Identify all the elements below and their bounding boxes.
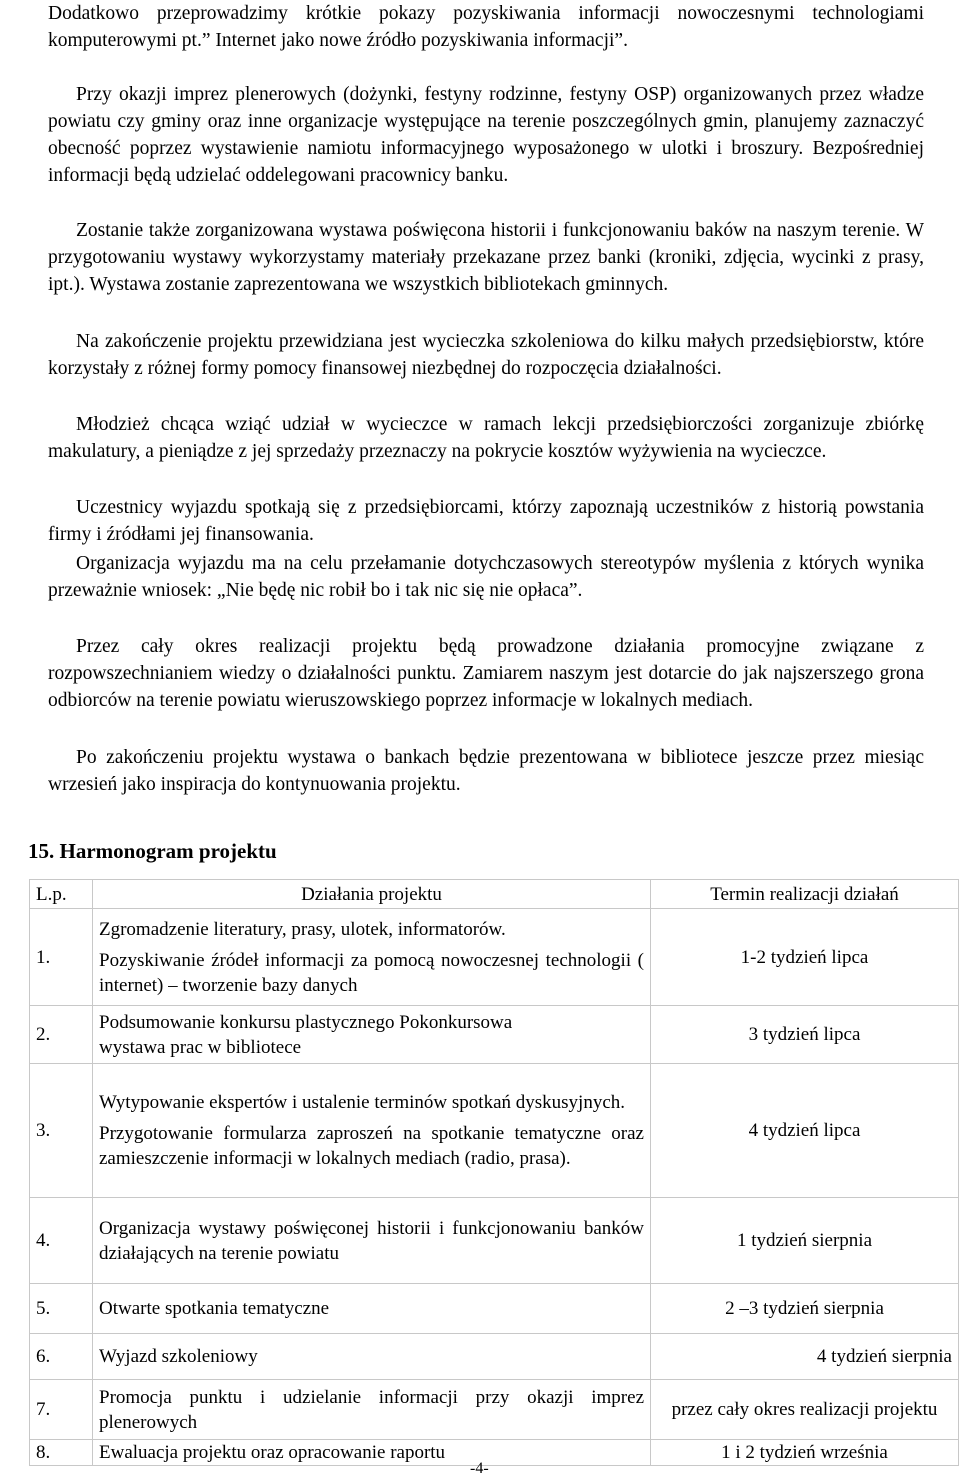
row-number: 6. xyxy=(30,1334,93,1380)
table-row xyxy=(30,1198,959,1284)
schedule-table xyxy=(29,879,959,1466)
row-number: 5. xyxy=(30,1284,93,1334)
row-term: 4 tydzień lipca xyxy=(651,1064,959,1198)
action-item: Ewaluacja projektu oraz opracowanie raportu xyxy=(99,1442,446,1463)
paragraph-participants: Uczestnicy wyjazdu spotkają się z przedsiębiorcami, którzy zapoznają uczestników z historią powstania firmy i źródłami jej finansowania. xyxy=(48,497,924,545)
paragraph-trip: Na zakończenie projektu przewidziana jest wycieczka szkoleniowa do kilku małych przedsiębiorstw, które korzystały z różnej formy pomocy finansowej niezbędnej do rozpoczęcia działalności. xyxy=(48,331,924,379)
header-actions: Działania projektu xyxy=(93,880,651,909)
action-item: Promocja punktu i udzielanie informacji przy okazji imprez plenerowych xyxy=(99,1386,644,1433)
paragraph-youth: Młodzież chcąca wziąć udział w wycieczce w ramach lekcji przedsiębiorczości zorganizuje zbiórkę makulatury, a pieniądze z jej sprzedaży przeznaczy na pokrycie kosztów wyżywienia na wycieczce. xyxy=(48,414,924,462)
paragraph-stereotypes: Organizacja wyjazdu ma na celu przełamanie dotychczasowych stereotypów myślenia z których wynika przeważnie wniosek: „Nie będę nic robił bo i tak nic się nie opłaca”. xyxy=(48,553,924,601)
row-actions xyxy=(93,1284,651,1334)
table-row xyxy=(30,1006,959,1064)
paragraph-outdoor-events: Przy okazji imprez plenerowych (dożynki, festyny rodzinne, festyny OSP) organizowanych przez władze powiatu czy gminy oraz inne organizacje występujące na terenie poszczególnych gmin, planujemy zaznaczyć obecność poprzez wystawienie namiotu informacyjnego wyposażonego w ulotki i broszury. Bezpośredniej informacji będą udzielać oddelegowani pracownicy banku. xyxy=(48,84,924,186)
header-term: Termin realizacji działań xyxy=(651,880,959,909)
paragraph-exhibition: Zostanie także zorganizowana wystawa poświęcona historii i funkcjonowaniu baków na naszym terenie. W przygotowaniu wystawy wykorzystamy materiały przekazane przez banki (kroniki, zdjęcia, wycinki z prasy, ipt.). Wystawa zostanie zaprezentowana we wszystkich bibliotekach gminnych. xyxy=(48,220,924,295)
row-term: 3 tydzień lipca xyxy=(651,1006,959,1064)
table-header-row xyxy=(30,880,959,909)
table-row xyxy=(30,1334,959,1380)
page-number: -4- xyxy=(470,1460,489,1477)
row-actions xyxy=(93,1006,651,1064)
section-title: 15. Harmonogram projektu xyxy=(28,839,277,863)
row-number: 1. xyxy=(30,909,93,1006)
row-actions xyxy=(93,1380,651,1440)
paragraph-demonstrations: Dodatkowo przeprowadzimy krótkie pokazy pozyskiwania informacji nowoczesnymi technologiami komputerowymi pt.” Internet jako nowe źródło pozyskiwania informacji”. xyxy=(48,3,924,51)
action-item: Otwarte spotkania tematyczne xyxy=(99,1298,330,1319)
table-row xyxy=(30,909,959,1006)
row-actions xyxy=(93,1440,651,1466)
paragraph-after-project: Po zakończeniu projektu wystawa o bankach będzie prezentowana w bibliotece jeszcze przez miesiąc wrzesień jako inspiracja do kontynuowania projektu. xyxy=(48,747,924,795)
row-number: 4. xyxy=(30,1198,93,1284)
row-actions xyxy=(93,1198,651,1284)
action-item: Przygotowanie formularza zaproszeń na spotkanie tematyczne oraz zamieszczenie informacji w lokalnych mediach (radio, prasa). xyxy=(99,1123,644,1169)
action-item: Organizacja wystawy poświęconej historii i funkcjonowaniu banków działających na terenie powiatu xyxy=(99,1217,644,1264)
row-term: 1 i 2 tydzień września xyxy=(651,1440,959,1466)
row-term: 1-2 tydzień lipca xyxy=(651,909,959,1006)
paragraph-promotion: Przez cały okres realizacji projektu będą prowadzone działania promocyjne związane z rozpowszechnianiem wiedzy o działalności punktu. Zamiarem naszym jest dotarcie do jak najszerszego grona odbiorców na terenie powiatu wieruszowskiego poprzez informacje w lokalnych mediach. xyxy=(48,636,924,711)
table-row xyxy=(30,1064,959,1198)
action-item: Pozyskiwanie źródeł informacji za pomocą nowoczesnej technologii ( internet) – tworzenie bazy danych xyxy=(99,949,644,996)
row-term: 2 –3 tydzień sierpnia xyxy=(651,1284,959,1334)
action-item: Podsumowanie konkursu plastycznego Pokonkursowa wystawa prac w bibliotece xyxy=(99,1011,513,1058)
row-number: 2. xyxy=(30,1006,93,1064)
header-lp: L.p. xyxy=(30,880,93,909)
row-number: 7. xyxy=(30,1380,93,1440)
row-actions xyxy=(93,1334,651,1380)
table-row xyxy=(30,1440,959,1466)
row-number: 3. xyxy=(30,1064,93,1198)
action-item: Wytypowanie ekspertów i ustalenie terminów spotkań dyskusyjnych. xyxy=(99,1092,626,1113)
row-term: 1 tydzień sierpnia xyxy=(651,1198,959,1284)
row-term: przez cały okres realizacji projektu xyxy=(651,1380,959,1440)
table-row xyxy=(30,1284,959,1334)
row-actions xyxy=(93,1064,651,1198)
row-actions xyxy=(93,909,651,1006)
row-term: 4 tydzień sierpnia xyxy=(651,1334,959,1380)
table-row xyxy=(30,1380,959,1440)
action-item: Wyjazd szkoleniowy xyxy=(99,1346,258,1367)
row-number: 8. xyxy=(30,1440,93,1466)
action-item: Zgromadzenie literatury, prasy, ulotek, informatorów. xyxy=(99,918,506,940)
